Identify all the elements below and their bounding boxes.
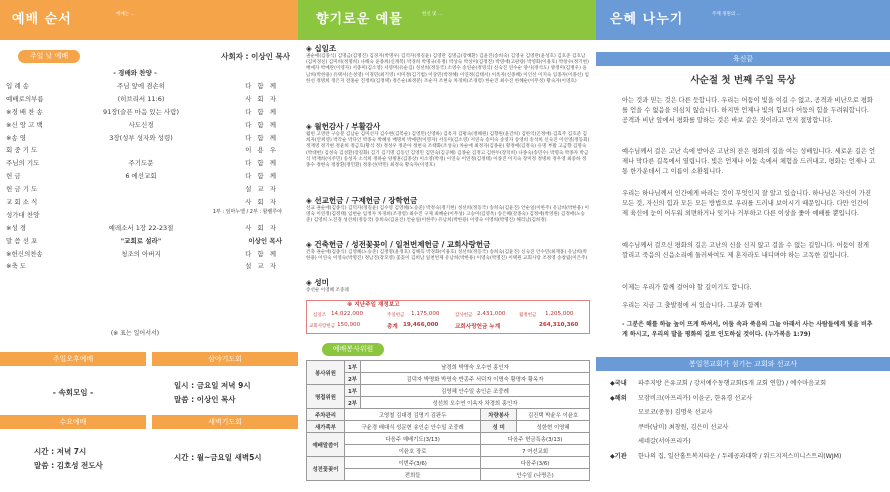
table-cell: 고영철 김대경 김명기 김판두 — [345, 409, 481, 421]
worship-order-row — [6, 222, 292, 235]
wednesday-service-bar: 수요예배 — [0, 415, 146, 429]
meditation-quote: - 그분은 해를 하늘 높이 뜨게 하셔서, 어둠 속과 죽음의 그늘 아래서 사는 사람들에게 빛을 비추게 하시고, 우리의 발을 평화의 길로 인도하실 것이다. (누가복음 1:79) — [622, 321, 873, 338]
meditation-title-header: 은혜 나누기 — [610, 12, 684, 27]
total-label: 총계 — [387, 324, 398, 330]
friday-prayer-speaker: 말씀 : 이상인 목사 — [174, 395, 236, 404]
mission-row — [610, 435, 884, 450]
order-item-name: ※신 앙 고 백 — [6, 120, 43, 129]
table-cell: 성전꽃꽂이 — [307, 457, 345, 481]
order-item-leader: 다함께 — [245, 172, 282, 181]
worship-order-row — [6, 196, 292, 209]
mission-offering-title: ◈ 선교헌금 / 구제헌금 / 장학헌금 — [306, 196, 418, 205]
mission-row — [610, 392, 884, 407]
order-item-detail: 주님 앞에 겸손히 — [116, 82, 166, 90]
table-cell: 차량봉사 — [481, 409, 517, 421]
worship-order-row — [6, 132, 292, 145]
meditation-paragraph: 우리는 지금 그 출발점에 서 있습니다. 그분과 함께! — [622, 302, 763, 309]
missions-bar: 봉일천교회가 섬기는 교회와 선교사 — [596, 357, 890, 371]
rice-offering-names: 송선순 이영혜 조중례 — [306, 288, 349, 293]
order-item-leader: 사회자 — [245, 94, 282, 103]
cumulative-label: 교회사랑헌금 누계 — [455, 324, 501, 330]
church-love-amount: 150,000 — [337, 322, 361, 328]
service-volunteers-pill: 예배봉사위원 — [322, 343, 384, 356]
table-row — [307, 373, 590, 385]
worship-order-row — [6, 170, 292, 183]
table-cell: 구윤경 배대식 성문현 송인순 안수일 조중례 — [345, 421, 481, 433]
table-row — [307, 385, 590, 397]
order-of-worship-list — [6, 80, 292, 273]
order-item-name: ※송 영 — [6, 133, 27, 142]
table-row — [307, 469, 590, 481]
worship-order-panel — [0, 0, 298, 492]
meditation-paragraph: 이제는 우리가 함께 걸어야 할 길이기도 합니다. — [622, 284, 752, 291]
table-cell: 주차관리 — [307, 409, 345, 421]
table-cell: 다음주 예배기도(3/13) — [345, 433, 481, 445]
table-row — [307, 421, 590, 433]
order-item-detail: (히브리서 11:6) — [117, 94, 165, 103]
mission-row — [610, 450, 884, 465]
table-cell: 성 미 — [481, 421, 517, 433]
finance-report-box — [306, 300, 590, 334]
tithe-title: ◈ 십일조 — [306, 44, 337, 53]
table-cell: 김진택 박윤우 이윤호 — [517, 409, 590, 421]
order-item-name: 헌 금 — [6, 172, 21, 181]
worship-order-row — [6, 260, 292, 273]
building-offering-section — [306, 240, 590, 262]
rice-offering-section — [306, 278, 590, 294]
worship-order-header — [0, 0, 298, 40]
order-item-name: ※경 배 찬 송 — [6, 107, 43, 116]
table-cell: 김덕자 박명화 박영숙 반종주 서덕자 이명숙 황명자 황옥자 — [361, 373, 590, 385]
table-cell: 남경희 박명숙 오수연 홍인자 — [361, 361, 590, 373]
church-love-label: 교회사랑헌금 — [309, 324, 336, 329]
worship-order-row — [6, 144, 292, 157]
table-row — [307, 433, 590, 445]
table-cell: 다음주 헌금특송(3/13) — [481, 433, 590, 445]
mission-detail: 한나의 집, 일산홀트복지타운 / 두레공과대학 / 워드지저스미니스트리(WJM) — [638, 452, 842, 460]
table-row — [307, 445, 590, 457]
order-item-detail: "교회로 설라" — [120, 236, 162, 245]
offerings-panel — [298, 0, 596, 492]
meditation-bar: 육신끝 — [596, 52, 890, 66]
worship-order-row — [6, 106, 292, 119]
table-cell: 성한현 이영혜 — [517, 421, 590, 433]
order-item-detail: 91장(슬픈 마음 있는 사람) — [102, 107, 180, 116]
finance-row-2 — [307, 321, 589, 332]
standing-note: (※ 표는 일어서서) — [110, 330, 160, 337]
cumulative-amount: 264,310,360 — [539, 322, 579, 328]
offerings-title: 향기로운 예물 — [316, 12, 403, 27]
table-cell: 전희들 — [345, 469, 481, 481]
thanks-offering-section — [306, 122, 590, 169]
mission-detail: 모로코(중동) 김명욱 선교사 — [638, 409, 713, 416]
meditation-paragraph: 예수님께서 걸은 고난 속에 받아온 고난의 잔은 평화의 길을 여는 성배입니다. 세로운 길은 언제나 막다른 길목에서 열립니다. 빛은 언제나 어둠 속에서 체험을 드러내고, 평화는 언제나 고통 한가운데서 그 이름이 소환됩니다. — [622, 148, 876, 175]
thanks-offering-title: ◈ 월헌감사 / 부활감사 — [306, 122, 381, 131]
order-item-leader: 다함께 — [245, 82, 282, 90]
friday-prayer-bar: 삼야기도회 — [152, 352, 298, 366]
tithe-section — [306, 44, 590, 85]
order-item-name: 말 씀 선 포 — [6, 236, 38, 245]
worship-order-title: 예배 순서 — [12, 12, 72, 27]
order-item-detail: 6 에선교회 — [125, 172, 157, 181]
evening-service-bar: 주일오후예배 — [0, 352, 146, 366]
wednesday-service-speaker: 말씀 : 김호성 전도사 — [34, 461, 103, 470]
order-item-detail: 주기도문 — [128, 159, 154, 168]
sunday-offering-label: 주일헌금 — [387, 313, 405, 318]
worship-order-row — [6, 248, 292, 261]
order-item-leader: 이상인 목사 — [248, 236, 282, 245]
table-row — [307, 397, 590, 409]
wednesday-service-time: 시간 : 저녁 7시 — [34, 447, 87, 456]
worship-order-row — [6, 183, 292, 196]
building-offering-names: 건축 권순애(김종식) 김영혜(노승준) 김정명(윤정호) 김해득 박경화(이용호) 성선희(정동국) 송희숙(김윤진) 신숙진 안수민(최재홍) 유남희(박한용) 이연숙 이영숙(박명진) 정남진(장모영) 꽃꽂이 김희남 일천번제 유남희(박한용) 이영숙(박명진) 이택원 교회사랑 조정영 송창립(이은주) — [306, 250, 588, 262]
service-volunteers-table — [306, 360, 590, 481]
rice-offering-title: ◈ 성미 — [306, 278, 329, 287]
worship-order-subtitle: 예배는 ... — [116, 12, 135, 17]
order-item-name: 헌 금 기 도 — [6, 185, 38, 194]
order-item-leader: 1부 : 임마누엘 / 2부 : 할렐루야 — [212, 208, 282, 215]
mission-category: ◆국내 — [610, 380, 627, 387]
order-item-leader: 설교자 — [245, 262, 282, 271]
table-cell: 이윤호 장로 — [345, 445, 481, 457]
sunday-service-pill: 주일 낮 예배 — [18, 50, 80, 63]
table-cell: 새가족부 — [307, 421, 345, 433]
order-item-name: ※축 도 — [6, 262, 27, 271]
sunday-offering-amount: 1,175,000 — [411, 311, 440, 317]
mission-category: ◆해외 — [610, 394, 627, 402]
mission-detail: 쿠바(남미) 최창원, 김은미 선교사 — [638, 423, 729, 431]
table-cell: 1부 — [345, 385, 361, 397]
mission-offering-names: 선교 권순애(김종식) 김덕자(정길윤) 김수영 김영혜(노승준) 박정숙(정기현) 성선희(정동국) 송희숙(김윤진) 안순일(이한주) 유남희(박한용) 이영숙 이연정(김정태) 임현순 임정자 차경희(조경령) 최수진 구제 최혜순(이무성) 고승미(김영옥) 송은혜(강종숙) 김정애(박영원) 김정애(노승준) 김영희 노진경 성선희(정동국) 송희숙(김윤진) 안순일(이한주) 유남희(박한용) 이영숙 이영희(박명진) 해리남(김희정) — [306, 206, 589, 224]
mission-row — [610, 421, 884, 436]
meditation-paragraph: 아는 것과 믿는 것은 다른 듯합니다. 우리는 어둠이 빛을 이길 수 없고, 공격과 비난으로 평화를 얻을 수 없음을 의심치 않습니다. 하지만 언제나 빛의 힘보다 어둠의 힘을 두려워합니다. 공격과 비난 앞에서 평화를 말하는 것은 바보 같은 짓이라고 먼저 절망합니다. — [622, 97, 874, 124]
order-item-detail: 3장(성부 성자와 성령) — [109, 133, 173, 142]
order-item-name: ※헌신의찬송 — [6, 249, 43, 258]
finance-report-title: ※ 지난주일 재정보고 — [347, 302, 400, 308]
dawn-prayer-time: 시간 : 월~금요일 새벽5시 — [174, 453, 262, 462]
table-cell: 2부 — [345, 397, 361, 409]
order-item-leader: 다함께 — [245, 133, 282, 142]
worship-order-row — [6, 80, 292, 93]
dawn-prayer-bar: 새벽기도회 — [152, 415, 298, 429]
order-item-name: 회 중 기 도 — [6, 146, 38, 155]
table-cell: 예배말씀이 — [307, 433, 345, 457]
mission-offering-section — [306, 196, 590, 225]
mission-row — [610, 406, 884, 421]
order-item-name: 주님의 기도 — [6, 159, 40, 168]
order-item-name: 예배로의부름 — [6, 94, 44, 103]
order-item-leader: 다함께 — [245, 249, 282, 258]
table-cell: 명접위원 — [307, 385, 345, 409]
table-cell: 김영혜 안수일 송인순 조중례 — [361, 385, 590, 397]
meditation-subtitle: 주께 정원의 ... — [712, 12, 741, 17]
meditation-paragraph: 예수님께서 걸으신 평화의 길은 고난의 신을 신지 않고 걸을 수 없는 길입니다. 어둠이 잠게 깔리고 죽음의 신음소리에 둘러싸여도 제 혼자라도 내디며야 하는 고독한 길입니다. — [622, 242, 870, 259]
worship-order-row — [6, 235, 292, 248]
finance-row-1 — [307, 310, 589, 321]
order-item-name: ※성 경 — [6, 223, 27, 232]
table-cell: 1부 — [345, 361, 361, 373]
worship-order-row — [6, 93, 292, 106]
order-item-leader: 설교자 — [245, 185, 282, 194]
table-row — [307, 409, 590, 421]
total-amount: 19,466,000 — [403, 322, 439, 328]
building-offering-title: ◈ 건축헌금 / 성전꽃꽂이 / 일천번제헌금 / 교회사랑헌금 — [306, 240, 491, 249]
meditation-paragraph: 우리는 하나님께서 인간에게 바라는 것이 무엇인지 잘 알고 있습니다. 하나님은 자신이 가진 모든 것, 자신의 힘과 모든 모든 방법으로 우리를 드러내 보이시기 때문입니다. 다만 인간이 제 육신에 눈이 어두워 외면하거나 잊거나 거부하고 다른 이상을 좇아 예배를 뿐입니다. — [622, 190, 872, 217]
table-row — [307, 361, 590, 373]
cell-meeting: - 속회모임 - — [52, 388, 94, 397]
monthly-offering-label: 월정헌금 — [519, 313, 537, 318]
thanks-offering-amount: 2,431,000 — [477, 311, 506, 317]
tithe-names: 권순애(김종식) 김명금(김명진) 김경자(박명우) 김억자(정길윤) 김영란 김명금(장해환) 김윤진(송희숙) 김영규 김영란(윤성호) 김호준 김호남(김미경신) 김미희(정명희) 나해숙 윤종희(신재복) 박경희 박명규(유정) 박상숙 박상미(김정진) 박영애(고판량) 박영화(이용호) 박창수(정기현) 배애자 박예란(이영자) 서종미(김소영) 서영미(유순김) 성선희(정동국) 소영수 송연순(정영식) 신숙진 연수순 양사(정석도) 양정미(김병우) 윤남희(박한용) 유택서(손성영) 이경민(최기영) 이미정(김기범) 이상민(박정혜) 이연정(김태서) 이옥자(신종혜) 이인선 이지숙 임종자(이종선) 임한선 정명희 정은지 전홍순 진정희(김정택) 정은순(최정분) 조순자 조현숙 차경희(조경령) 한순진 최수진 한혜순(이무성) 황숙자(이영호) — [306, 54, 589, 84]
order-item-detail: 청조의 아버지 — [121, 249, 161, 258]
order-item-leader: 다함께 — [245, 120, 282, 129]
table-cell: 7 여선교회 — [481, 445, 590, 457]
worship-order-row — [6, 157, 292, 170]
table-cell: 봉사위원 — [307, 361, 345, 385]
mission-detail: 파주지방 은유교회 / 강서예수동행교회(5개 교회 연합) / 예수마음교회 — [638, 380, 827, 387]
worship-order-row — [6, 119, 292, 132]
offerings-subtitle: 헌신 및 ... — [422, 12, 443, 17]
table-cell: 다음주(3/6) — [481, 457, 590, 469]
order-item-leader: 이용우 — [245, 146, 282, 155]
order-item-detail: 사도신경 — [128, 120, 154, 129]
table-cell: 2부 — [345, 373, 361, 385]
offerings-header — [298, 0, 596, 40]
table-cell: 성선희 오수연 이옥자 차경희 홍인자 — [361, 397, 590, 409]
order-item-name: 성가대 찬양 — [6, 210, 40, 219]
presider: 사회자 : 이상인 목사 — [221, 52, 290, 61]
thanks-offering-names: 월헌 고영란 구승분 김남순 김미선자 김수현(김복순) 김영민(신영하) 김옥자 김평숙(정해원) 김향원(윤간희) 김한익(곤정애) 김효주 김호준 김희자(안희영) 박각순 박다인 박종숙 박혜성 배명희 박예란(이영자) 서동미(김소영) 서연숙 송미숙 송영자 송영희 송석희 신숙진 이선영(정동회) 정재영 정기현 정윤희 정금호(황석 정) 정성우 정준아 정현숙 조태화(조성숙) 차순애 최정자(김종운) 황정애(김정숙) 유명 부활 고금향 김명숙(박대현) 김성숙 김성환(장길화) 김기 김기명 김동인 김영민 김민숙(김공혜) 김종순 김정고 김한두(장덕희) 나종숙(송민수) 박명숙 박종자 박금식 박재희(이주민) 송성자 소석희 정하순 양병훈(김종상) 이소영(박정) 이연숙 이연정(김정태) 이종진 이지숙 장미정 정병희 정우영 최중하 정종수 정현숙 정창환(정민환) 정홍선(박민) 최정숙 황숙자(이영호) — [306, 132, 590, 169]
missions-list — [610, 377, 884, 464]
tithe-amount: 14,022,000 — [331, 311, 364, 317]
order-item-leader: 사회자 — [245, 223, 282, 232]
table-cell: 이번주(3/6) — [345, 457, 481, 469]
order-item-leader: 다함께 — [245, 159, 282, 168]
table-row — [307, 457, 590, 469]
order-item-leader: 다함께 — [245, 107, 282, 116]
monthly-offering-amount: 1,205,000 — [545, 311, 574, 317]
meditation-header — [596, 0, 890, 40]
meditation-title: 사순절 첫 번째 주일 묵상 — [690, 75, 796, 86]
order-item-name: 입 례 송 — [6, 82, 29, 90]
hymn-section-title: - 경배와 찬양 - — [113, 69, 157, 77]
friday-prayer-time: 일시 : 금요일 저녁 9시 — [174, 381, 251, 390]
mission-detail: 모잠비크(아프리카) 이윤군, 한유경 선교사 — [638, 394, 753, 402]
order-item-leader: 사회자 — [245, 198, 282, 207]
mission-row — [610, 377, 884, 392]
worship-order-row — [6, 209, 292, 222]
mission-category: ◆기관 — [610, 452, 627, 460]
tithe-label: 십일조 — [313, 313, 327, 318]
order-item-detail: 예레소서 1장 22-23절 — [108, 223, 174, 232]
table-cell: 안수일 (나명은) — [481, 469, 590, 481]
thanks-offering-label: 감사헌금 — [455, 313, 473, 318]
order-item-name: 교 회 소 식 — [6, 198, 38, 207]
meditation-panel — [596, 0, 890, 492]
mission-detail: 세네갈(서아프리카) — [638, 438, 691, 445]
